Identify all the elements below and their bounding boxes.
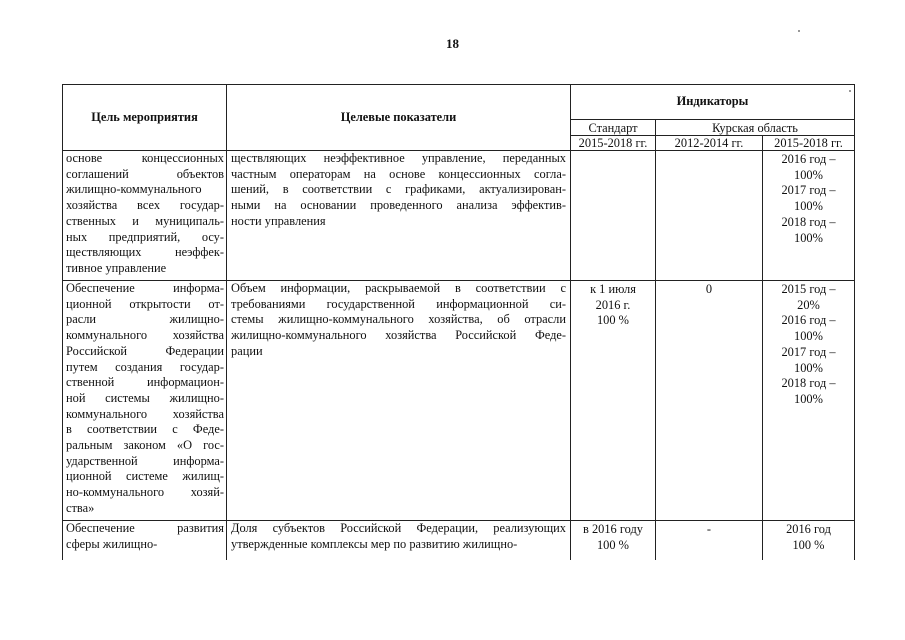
scan-speck: [798, 30, 800, 32]
text-line: к 1 июля: [590, 282, 636, 296]
text-line: хозяйства всех государ-: [66, 198, 224, 213]
text-line: 2016 год –: [781, 152, 836, 166]
text-line: 2016 год: [786, 522, 831, 536]
header-standard: Стандарт: [571, 120, 656, 136]
text-line: Объем информации, раскрываемой в соответствии с: [231, 281, 566, 295]
text-line: Обеспечение развития: [66, 521, 224, 535]
page-number: 18: [446, 36, 459, 51]
text-line: но-коммунального хозяй-: [66, 485, 224, 500]
goal-cell: [63, 281, 227, 521]
text-line: в 2016 году: [583, 522, 643, 536]
text-line: ществляющих неэффек-: [66, 245, 224, 260]
text-line: 100 %: [596, 537, 629, 552]
header-target-indicators: Целевые показатели: [227, 85, 571, 151]
goal-cell: [63, 521, 227, 560]
text-line: в соответствии с Феде-: [66, 422, 224, 437]
text-line: коммунального хозяйства: [66, 328, 224, 343]
text-line: расли жилищно-: [66, 312, 224, 327]
header-indicators: Индикаторы: [571, 85, 855, 120]
text-line: ственной информацион-: [66, 375, 224, 390]
text-line: 100%: [794, 391, 823, 406]
text-line: ства»: [66, 500, 95, 515]
text-line: 2017 год –: [781, 183, 836, 198]
past-period-cell: [656, 521, 763, 560]
text-line: утвержденные комплексы мер по развитию жилищно-: [231, 536, 518, 551]
text-line: ными на основании проведенного анализа эффектив-: [231, 198, 566, 213]
text-line: соглашений объектов: [66, 166, 224, 181]
past-period-cell: [656, 281, 763, 521]
text-line: ной системы жилищно-: [66, 390, 224, 405]
text-line: путем создания государ-: [66, 359, 224, 374]
plan-period-cell: [763, 281, 855, 521]
text-line: требованиями государственной информационной си-: [231, 296, 566, 311]
text-line: основе концессионных: [66, 151, 224, 165]
header-region: Курская область: [656, 120, 855, 136]
text-line: 2018 год –: [781, 214, 836, 229]
plan-period-cell: [763, 521, 855, 560]
text-line: Обеспечение информа-: [66, 281, 224, 295]
text-line: 2016 г.: [595, 297, 631, 312]
text-line: ционной системе жилищ-: [66, 469, 224, 484]
text-line: жилищно-коммунального: [66, 182, 202, 197]
text-line: жилищно-коммунального хозяйства Российской Феде-: [231, 328, 566, 343]
text-line: ществляющих неэффективное управление, переданных: [231, 151, 566, 165]
text-line: ударственной информа-: [66, 453, 224, 468]
text-line: частным операторам на основе концессионных согла-: [231, 166, 566, 181]
text-line: Российской Федерации: [66, 343, 224, 358]
plan-period-cell: [763, 151, 855, 281]
header-period-standard: 2015-2018 гг.: [571, 136, 656, 151]
goal-cell: [63, 151, 227, 281]
text-line: ральным законом «О гос-: [66, 438, 224, 453]
text-line: коммунального хозяйства: [66, 406, 224, 421]
text-line: ционной открытости от-: [66, 296, 224, 311]
header-goal: Цель мероприятия: [63, 85, 227, 151]
text-line: 100%: [794, 329, 823, 344]
standard-cell: [571, 521, 656, 560]
header-period-region-plan: 2015-2018 гг.: [763, 136, 855, 151]
text-line: ности управления: [231, 213, 326, 228]
text-line: стемы жилищно-коммунального хозяйства, об отрасли: [231, 312, 566, 327]
standard-cell: [571, 151, 656, 281]
text-line: 100 %: [596, 313, 629, 328]
indicators-table: [62, 84, 855, 560]
text-line: 20%: [797, 297, 820, 312]
text-line: сферы жилищно-: [66, 536, 158, 551]
text-line: 100%: [794, 199, 823, 214]
text-line: 100%: [794, 167, 823, 182]
text-line: 100%: [794, 360, 823, 375]
standard-cell: [571, 281, 656, 521]
text-line: шений, в соответствии с графиками, актуализирован-: [231, 182, 566, 197]
text-line: Доля субъектов Российской Федерации, реализующих: [231, 521, 566, 535]
text-line: 2015 год –: [781, 282, 836, 296]
text-line: 2017 год –: [781, 344, 836, 359]
text-line: ственных и муниципаль-: [66, 213, 224, 228]
indicator-cell: [227, 281, 571, 521]
text-line: -: [706, 522, 712, 536]
text-line: тивное управление: [66, 260, 167, 275]
text-line: 100 %: [792, 537, 825, 552]
indicator-cell: [227, 521, 571, 560]
text-line: рации: [231, 343, 263, 358]
text-line: 100%: [794, 230, 823, 245]
past-period-cell: [656, 151, 763, 281]
text-line: 2016 год –: [781, 313, 836, 328]
header-period-region-past: 2012-2014 гг.: [656, 136, 763, 151]
text-line: ных предприятий, осу-: [66, 229, 224, 244]
text-line: 2018 год –: [781, 376, 836, 391]
text-line: 0: [705, 282, 713, 296]
indicator-cell: [227, 151, 571, 281]
